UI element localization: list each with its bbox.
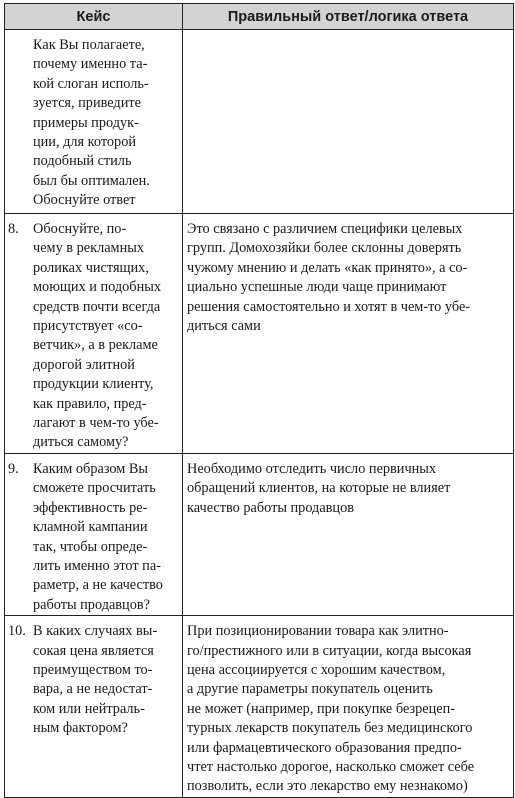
- case-text: Как Вы полагаете, почему именно та- кой слоган исполь- зуется, приведите примеры продук- ции, для которой подобный стиль был бы оптимален. Обоснуйте ответ: [33, 37, 150, 209]
- answer-text: Необходимо отследить число первичных обращений клиентов, на которые не влияет качество работы продавцов: [187, 460, 451, 516]
- table-row: [5, 616, 514, 798]
- answer-cell: [183, 214, 514, 454]
- row-number: 8.: [8, 221, 19, 237]
- case-text: В каких случаях вы- сокая цена является преимуществом то- вара, а не недостат- ком или нейтраль- ным фактором?: [33, 623, 158, 737]
- row-number: 10.: [8, 623, 26, 640]
- case-cell: [5, 453, 183, 615]
- answer-text: При позиционировании товара как элитно- го/престижного или в ситуации, когда высокая цена ассоциируется с хорошим качеством, а другие параметры покупатель оценить не может (например, при покупке безрецеп- турных лекарств покупатель без медицинского или фармацевтического образования предпо- чтет настолько дорогое, насколько сможет себе позволить, если это лекарство ему незнакомо): [187, 623, 475, 795]
- row-number: [5, 30, 33, 36]
- case-cell: [5, 214, 183, 454]
- table-header-row: [5, 4, 514, 30]
- answer-cell: [183, 616, 514, 798]
- header-answer: Правильный ответ/логика ответа: [183, 4, 514, 30]
- case-cell: [5, 616, 183, 798]
- answer-cell: [183, 30, 514, 214]
- header-case: Кейс: [5, 4, 183, 30]
- table-row: [5, 453, 514, 615]
- case-text: Каким образом Вы сможете просчитать эффективность ре- кламной кампании так, чтобы опреде- лить именно этот па- раметр, а не качество работы продавцов?: [33, 460, 163, 613]
- table-row: [5, 214, 514, 454]
- answer-text: Это связано с различием специфики целевых групп. Домохозяйки более склонны доверять чужому мнению и делать «как принято», а со- циально успешные люди чаще принимают решения самостоятельно и хотят в чем-то убе- диться сами: [187, 221, 471, 335]
- answer-cell: [183, 453, 514, 615]
- case-cell: [5, 30, 183, 214]
- case-text: Обоснуйте, по- чему в рекламных роликах чистящих, моющих и подобных средств почти всегда присутствует «со- ветчик», а в рекламе дорогой элитной продукции клиенту, как правило, пред- лагают в чем-то убе- диться самому?: [33, 221, 161, 451]
- row-number: 9.: [8, 460, 19, 477]
- answer-text: [183, 30, 513, 36]
- table-row: [5, 30, 514, 214]
- case-table: [4, 3, 514, 798]
